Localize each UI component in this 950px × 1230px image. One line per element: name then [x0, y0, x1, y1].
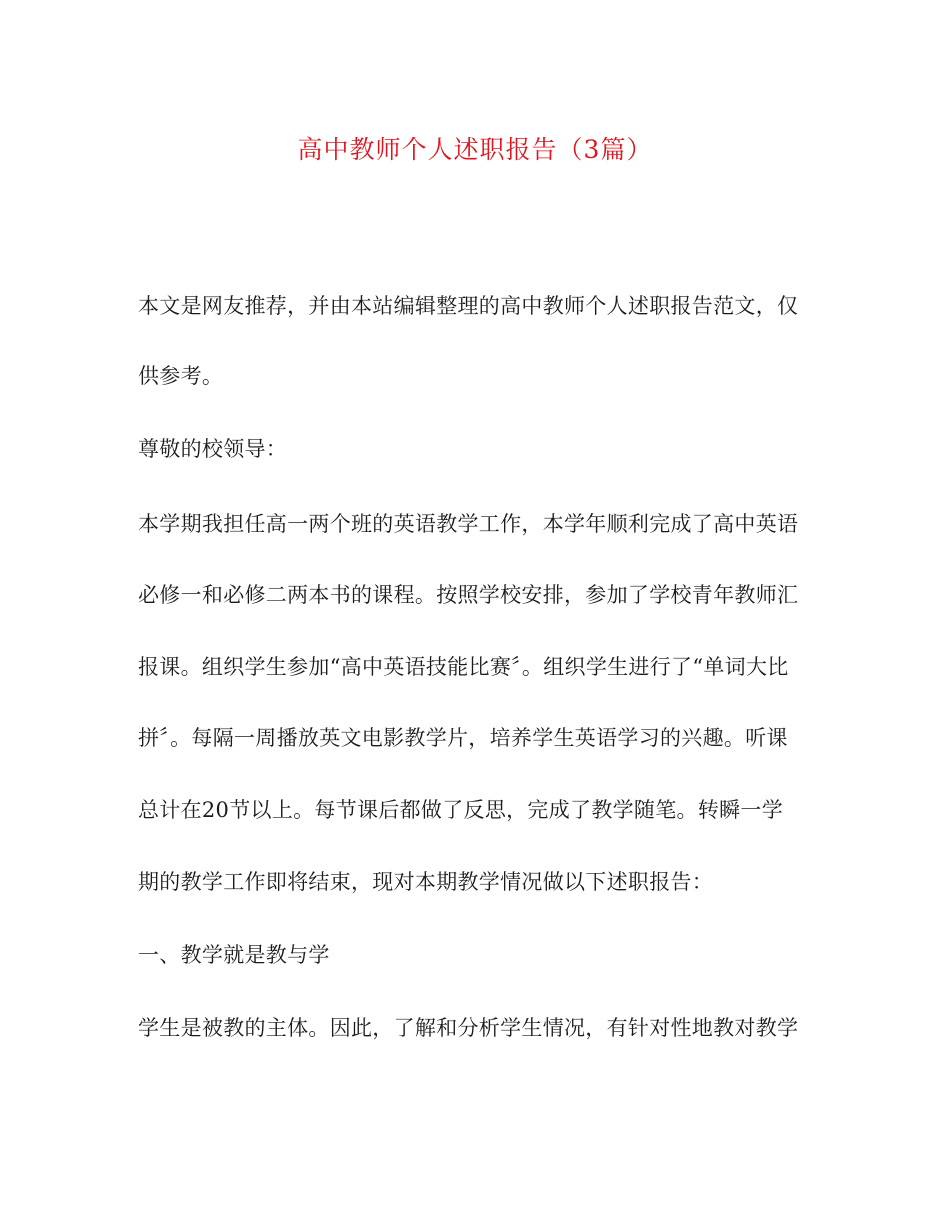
body-line-6: 期的教学工作即将结束，现对本期教学情况做以下述职报告：	[138, 870, 714, 894]
section-line-1: 学生是被教的主体。因此，了解和分析学生情况，有针对性地教对教学	[138, 1016, 799, 1040]
body-line-4: 拼〞。每隔一周播放英文电影教学片，培养学生英语学习的兴趣。听课	[138, 726, 788, 750]
body-line-2: 必修一和必修二两本书的课程。按照学校安排，参加了学校青年教师汇	[138, 583, 799, 607]
body-line-3: 报课。组织学生参加“高中英语技能比赛〞。组织学生进行了“单词大比	[138, 655, 789, 679]
body-line-5: 总计在20节以上。每节课后都做了反思，完成了教学随笔。转瞬一学	[138, 798, 784, 822]
section-heading-1: 一、教学就是教与学	[138, 943, 330, 967]
body-line-1: 本学期我担任高一两个班的英语教学工作，本学年顺利完成了高中英语	[138, 512, 799, 536]
document-title: 高中教师个人述职报告（3篇）	[297, 135, 653, 164]
intro-line-1: 本文是网友推荐，并由本站编辑整理的高中教师个人述职报告范文，仅	[138, 294, 799, 318]
intro-line-2: 供参考。	[138, 364, 224, 388]
salutation: 尊敬的校领导：	[138, 437, 288, 461]
